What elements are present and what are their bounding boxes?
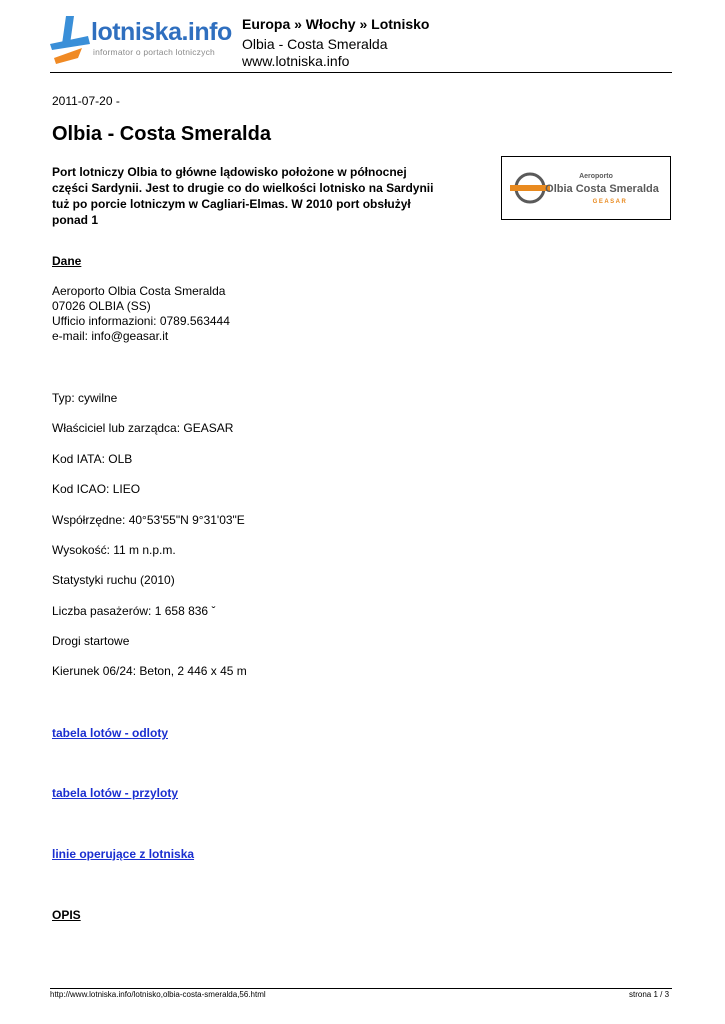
airport-logo-image: [501, 156, 671, 220]
fact-runways-heading: Drogi startowe: [52, 634, 130, 648]
address-line: e-mail: info@geasar.it: [52, 329, 169, 343]
footer-url: http://www.lotniska.info/lotnisko,olbia-costa-smeralda,56.html: [50, 990, 266, 999]
fact-iata: Kod IATA: OLB: [52, 452, 133, 466]
intro-paragraph: [52, 164, 452, 228]
fact-runway-06-24: Kierunek 06/24: Beton, 2 446 x 45 m: [52, 664, 247, 678]
fact-stats-heading: Statystyki ruchu (2010): [52, 573, 175, 587]
airport-logo-graphic: [502, 157, 670, 219]
link-airlines[interactable]: linie operujące z lotniska: [52, 847, 195, 861]
link-arrivals[interactable]: tabela lotów - przyloty: [52, 786, 179, 800]
address-line: Aeroporto Olbia Costa Smeralda: [52, 284, 226, 298]
address-line: Ufficio informazioni: 0789.563444: [52, 314, 230, 328]
intro-line: tuż po porcie lotniczym w Cagliari-Elmas. W 2010 port obsłużył: [52, 197, 411, 211]
intro-line: ponad 1: [52, 213, 99, 227]
header-subtitle: Olbia - Costa Smeralda: [242, 36, 388, 52]
intro-line: Port lotniczy Olbia to główne lądowisko położone w północnej: [52, 165, 407, 179]
header-divider: [50, 72, 672, 73]
article-date: 2011-07-20 -: [52, 94, 120, 108]
airport-logo-top: Aeroporto: [579, 173, 613, 180]
header-site-url: www.lotniska.info: [242, 53, 350, 69]
address-block: [52, 284, 230, 344]
airport-logo-sub: GEASAR: [592, 199, 628, 205]
breadcrumb: Europa » Włochy » Lotnisko: [242, 16, 430, 32]
plane-logo-icon: [48, 14, 92, 66]
page-title: Olbia - Costa Smeralda: [52, 123, 271, 145]
airport-logo-name: Olbia Costa Smeralda: [545, 183, 659, 195]
fact-icao: Kod ICAO: LIEO: [52, 482, 141, 496]
fact-elevation: Wysokość: 11 m n.p.m.: [52, 543, 176, 557]
fact-owner: Właściciel lub zarządca: GEASAR: [52, 421, 234, 435]
link-departures[interactable]: tabela lotów - odloty: [52, 726, 168, 740]
intro-line: części Sardynii. Jest to drugie co do wielkości lotnisko na Sardynii: [52, 181, 434, 195]
footer-page-number: strona 1 / 3: [629, 990, 670, 999]
fact-coordinates: Współrzędne: 40°53'55"N 9°31'03"E: [52, 513, 245, 527]
address-line: 07026 OLBIA (SS): [52, 299, 151, 313]
footer-divider: [50, 988, 672, 989]
fact-passengers: Liczba pasażerów: 1 658 836 ˇ: [52, 604, 216, 618]
logo-wordmark: lotniska.info: [91, 18, 232, 46]
logo-tagline: informator o portach lotniczych: [93, 47, 215, 57]
section-heading-opis: OPIS: [52, 908, 81, 922]
fact-type: Typ: cywilne: [52, 391, 118, 405]
section-heading-dane: Dane: [52, 254, 82, 268]
